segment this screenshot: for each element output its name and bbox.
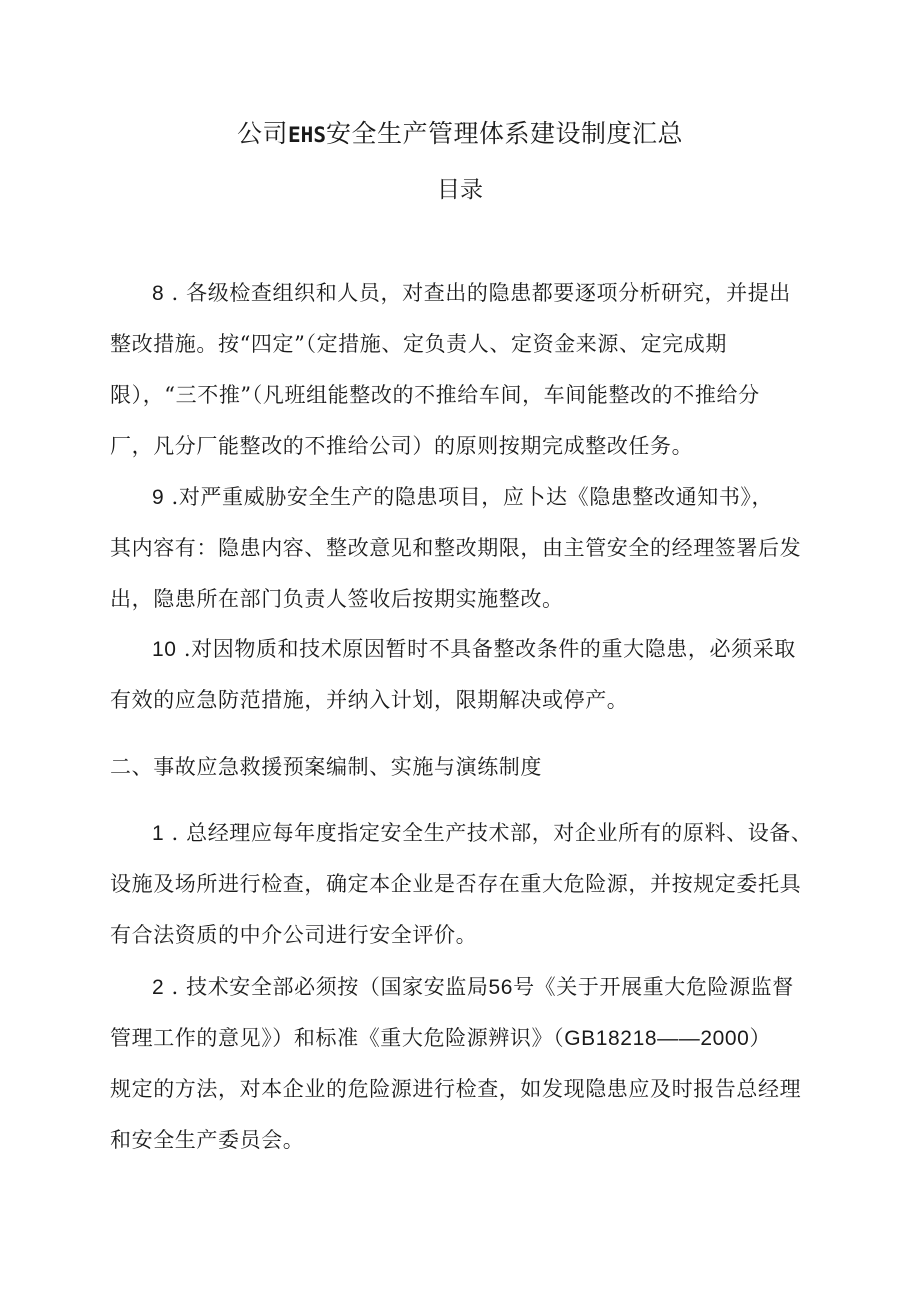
paragraph-8-text-1: . 各级检查组织和人员，对查出的隐患都要逐项分析研究，并提出 xyxy=(164,281,791,305)
section-2-item-1-text-1: . 总经理应每年度指定安全生产技术部，对企业所有的原料、设备、 xyxy=(164,821,813,845)
title-prefix: 公司 xyxy=(237,119,289,148)
section-2-heading xyxy=(110,742,810,793)
paragraph-8-line-3: 限），“三不推”（凡班组能整改的不推给车间，车间能整改的不推给分 xyxy=(110,383,760,407)
section-2-item-2-line-1 xyxy=(110,962,810,1013)
section-2-item-2-bureau-number: 56 xyxy=(488,976,514,999)
section-2-item-1-line-1 xyxy=(110,808,813,859)
section-2-item-1-line-3: 有合法资质的中介公司进行安全评价。 xyxy=(110,923,478,947)
title-brand: EHS xyxy=(288,123,326,147)
paragraph-8-line-2: 整改措施。按“四定”（定措施、定负责人、定资金来源、定完成期 xyxy=(110,332,727,356)
paragraph-9 xyxy=(110,472,810,625)
paragraph-9-number: 9 xyxy=(152,486,165,509)
section-2-item-1-line-2: 设施及场所进行检查，确定本企业是否存在重大危险源，并按规定委托具 xyxy=(110,872,802,896)
section-2-item-1-number: 1 xyxy=(152,822,165,845)
section-2-item-2-line-4: 和安全生产委员会。 xyxy=(110,1128,305,1152)
title-suffix: 安全生产管理体系建设制度汇总 xyxy=(325,119,683,148)
section-2-heading-text: 二、事故应急救援预案编制、实施与演练制度 xyxy=(110,755,542,779)
section-2-item-2-text-2a: 管理工作的意见》）和标准《重大危险源辨识》（ xyxy=(110,1026,565,1050)
paragraph-10-text-1: .对因物质和技术原因暂时不具备整改条件的重大隐患，必须采取 xyxy=(176,637,796,661)
paragraph-8-number: 8 xyxy=(152,282,165,305)
section-2-item-1 xyxy=(110,808,813,961)
document-title xyxy=(0,114,920,155)
paragraph-8-line-4: 厂，凡分厂能整改的不推给公司）的原则按期完成整改任务。 xyxy=(110,434,694,458)
paragraph-9-line-1 xyxy=(110,472,810,523)
document-subtitle: 目录 xyxy=(437,177,483,203)
paragraph-9-text-1: .对严重威胁安全生产的隐患项目，应卜达《隐患整改通知书》， xyxy=(164,485,774,509)
paragraph-10-line-1 xyxy=(110,624,810,675)
section-2-item-2 xyxy=(110,962,810,1166)
section-2-item-2-line-3: 规定的方法，对本企业的危险源进行检查，如发现隐患应及时报告总经理 xyxy=(110,1077,802,1101)
section-2-item-2-standard-code: GB18218——2000 xyxy=(564,1027,750,1050)
section-2-item-2-text-1b: 号《关于开展重大危险源监督 xyxy=(513,975,794,999)
section-2-item-2-text-2b: ） xyxy=(749,1026,772,1050)
paragraph-10 xyxy=(110,624,810,726)
paragraph-10-number: 10 xyxy=(152,638,177,661)
paragraph-9-line-3: 出，隐患所在部门负责人签收后按期实施整改。 xyxy=(110,587,564,611)
section-2-item-2-text-1a: . 技术安全部必须按（国家安监局 xyxy=(164,975,489,999)
paragraph-8 xyxy=(110,268,810,472)
paragraph-9-line-2: 其内容有：隐患内容、整改意见和整改期限，由主管安全的经理签署后发 xyxy=(110,536,802,560)
section-2-item-2-line-2 xyxy=(110,1013,810,1064)
section-2-item-2-number: 2 xyxy=(152,976,165,999)
paragraph-10-line-2: 有效的应急防范措施，并纳入计划，限期解决或停产。 xyxy=(110,688,629,712)
paragraph-8-line-1 xyxy=(110,268,810,319)
